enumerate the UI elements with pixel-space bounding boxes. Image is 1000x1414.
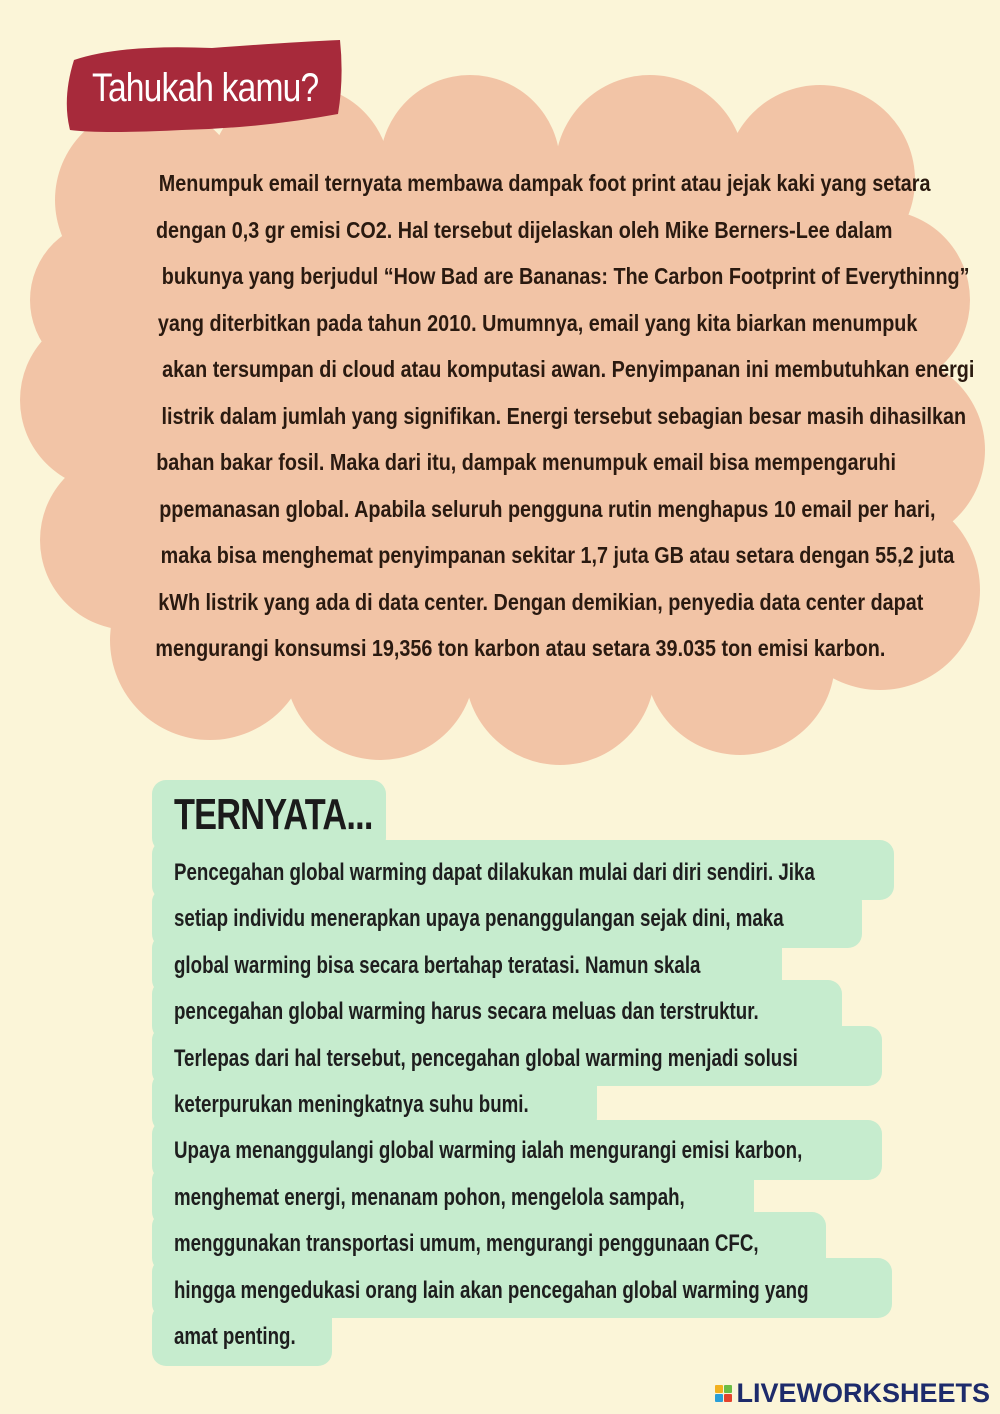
fact-line: Menumpuk email ternyata membawa dampak foot print atau jejak kaki yang setara [158,170,931,196]
liveworksheets-logo-icon [715,1385,732,1402]
ternyata-line: pencegahan global warming harus secara meluas dan terstruktur. [174,998,759,1026]
ternyata-line: Pencegahan global warming dapat dilakukan mulai dari diri sendiri. Jika [174,859,815,886]
fact-line: listrik dalam jumlah yang signifikan. Energi tersebut sebagian besar masih dihasilkan [161,402,967,429]
ternyata-line: global warming bisa secara bertahap teratasi. Namun skala [174,951,701,979]
fact-title: Tahukah kamu? [92,66,319,110]
fact-line: mengurangi konsumsi 19,356 ton karbon atau setara 39.035 ton emisi karbon. [155,635,886,661]
ternyata-line: hingga mengedukasi orang lain akan pencegahan global warming yang [174,1276,809,1304]
fact-paragraph [96,160,975,672]
ternyata-line: menghemat energi, menanam pohon, mengelola sampah, [174,1183,685,1211]
fact-line: yang diterbitkan pada tahun 2010. Umumnya, email yang kita biarkan menumpuk [157,309,918,336]
ternyata-title: TERNYATA... [174,790,373,839]
fact-line: akan tersumpan di cloud atau komputasi awan. Penyimpanan ini membutuhkan energi [162,356,975,382]
fact-line: maka bisa menghemat penyimpanan sekitar 1,7 juta GB atau setara dengan 55,2 juta [160,542,955,568]
fact-line: ppemanasan global. Apabila seluruh pengguna rutin menghapus 10 email per hari, [159,495,936,522]
ternyata-line: amat penting. [174,1322,296,1350]
ternyata-line: Upaya menanggulangi global warming ialah mengurangi emisi karbon, [174,1137,803,1165]
ternyata-line: Terlepas dari hal tersebut, pencegahan global warming menjadi solusi [174,1044,798,1072]
fact-line: bahan bakar fosil. Maka dari itu, dampak menumpuk email bisa mempengaruhi [156,449,896,475]
fact-line: kWh listrik yang ada di data center. Dengan demikian, penyedia data center dapat [158,588,924,615]
liveworksheets-logo[interactable] [715,1378,990,1409]
ternyata-line: menggunakan transportasi umum, mengurangi penggunaan CFC, [174,1230,759,1258]
fact-line: bukunya yang berjudul “How Bad are Bananas: The Carbon Footprint of Everythinng” [161,263,970,289]
ternyata-line: keterpurukan meningkatnya suhu bumi. [174,1090,529,1118]
ternyata-line: setiap individu menerapkan upaya penanggulangan sejak dini, maka [174,905,784,933]
logo-text: LIVEWORKSHEETS [736,1378,990,1408]
ternyata-paragraph [174,850,996,1360]
fact-line: dengan 0,3 gr emisi CO2. Hal tersebut dijelaskan oleh Mike Berners-Lee dalam [155,216,893,243]
